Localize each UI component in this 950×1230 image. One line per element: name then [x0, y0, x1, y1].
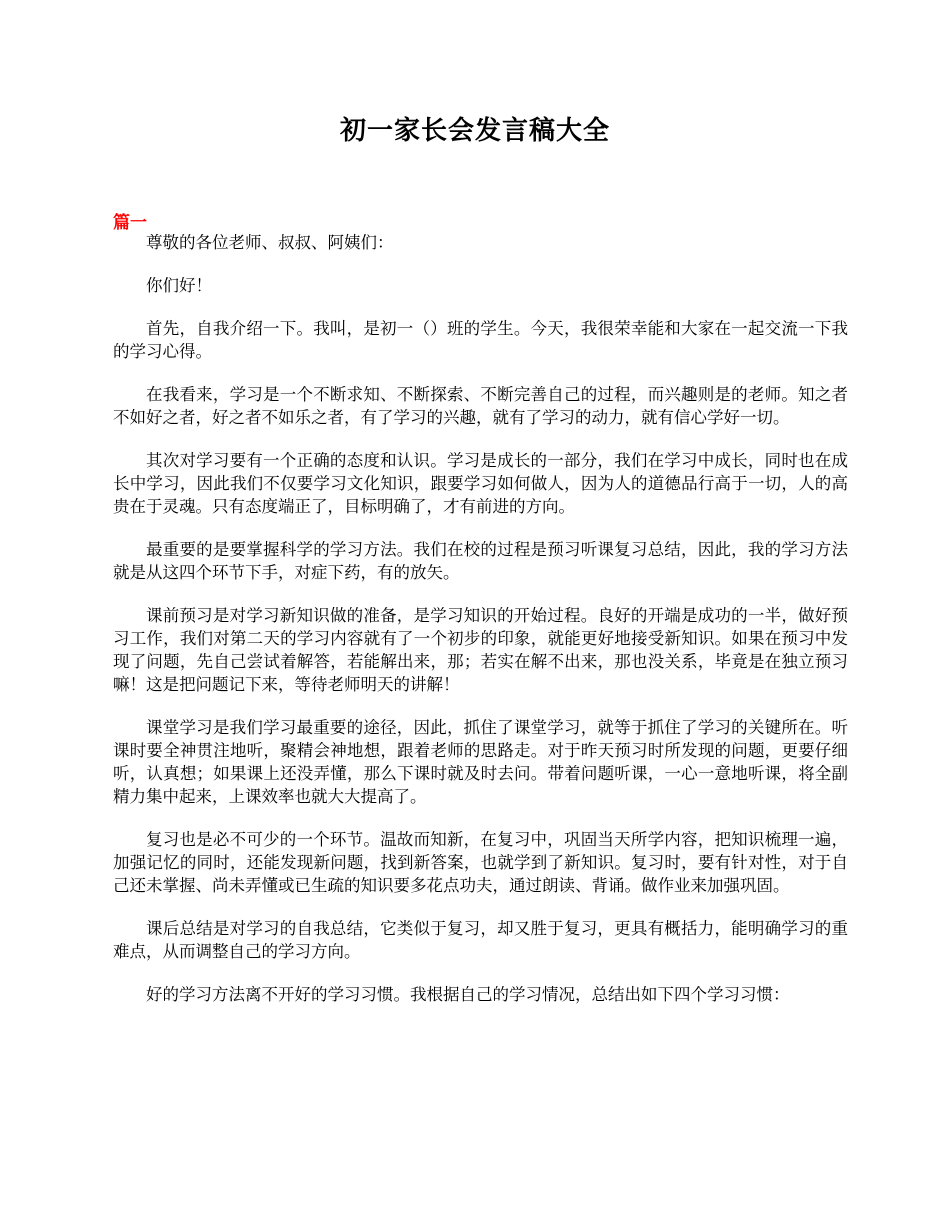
paragraph: 课后总结是对学习的自我总结，它类似于复习，却又胜于复习，更具有概括力，能明确学习的重难点，从而调整自己的学习方向。	[113, 919, 848, 961]
paragraph: 课前预习是对学习新知识做的准备，是学习知识的开始过程。良好的开端是成功的一半，做好预习工作，我们对第二天的学习内容就有了一个初步的印象，就能更好地接受新知识。如果在预习中发现了问题，先自己尝试着解答，若能解出来，那；若实在解不出来，那也没关系，毕竟是在独立预习嘛！这是把问题记下来，等待老师明天的讲解！	[113, 606, 848, 694]
document-body	[113, 231, 848, 1026]
paragraph: 复习也是必不可少的一个环节。温故而知新，在复习中，巩固当天所学内容，把知识梳理一遍，加强记忆的同时，还能发现新问题，找到新答案，也就学到了新知识。复习时，要有针对性，对于自己还未掌握、尚未弄懂或已生疏的知识要多花点功夫，通过朗读、背诵。做作业来加强巩固。	[113, 830, 848, 895]
section-label: 篇一	[113, 213, 147, 233]
paragraph: 课堂学习是我们学习最重要的途径，因此，抓住了课堂学习，就等于抓住了学习的关键所在。听课时要全神贯注地听，聚精会神地想，跟着老师的思路走。对于昨天预习时所发现的问题，更要仔细听，认真想；如果课上还没弄懂，那么下课时就及时去问。带着问题听课，一心一意地听课，将全副精力集中起来，上课效率也就大大提高了。	[113, 718, 848, 806]
paragraph: 最重要的是要掌握科学的学习方法。我们在校的过程是预习听课复习总结，因此，我的学习方法就是从这四个环节下手，对症下药，有的放矢。	[113, 540, 848, 582]
paragraph: 其次对学习要有一个正确的态度和认识。学习是成长的一部分，我们在学习中成长，同时也在成长中学习，因此我们不仅要学习文化知识，跟要学习如何做人，因为人的道德品行高于一切，人的高贵在于灵魂。只有态度端正了，目标明确了，才有前进的方向。	[113, 451, 848, 516]
paragraph: 尊敬的各位老师、叔叔、阿姨们：	[146, 233, 394, 252]
paragraph: 好的学习方法离不开好的学习习惯。我根据自己的学习情况，总结出如下四个学习习惯：	[146, 985, 790, 1004]
paragraph: 首先，自我介绍一下。我叫，是初一（）班的学生。今天，我很荣幸能和大家在一起交流一下我的学习心得。	[113, 319, 848, 361]
document-title: 初一家长会发言稿大全	[339, 116, 610, 146]
paragraph: 你们好！	[146, 276, 212, 295]
paragraph: 在我看来，学习是一个不断求知、不断探索、不断完善自己的过程，而兴趣则是的老师。知之者不如好之者，好之者不如乐之者，有了学习的兴趣，就有了学习的动力，就有信心学好一切。	[113, 385, 848, 427]
